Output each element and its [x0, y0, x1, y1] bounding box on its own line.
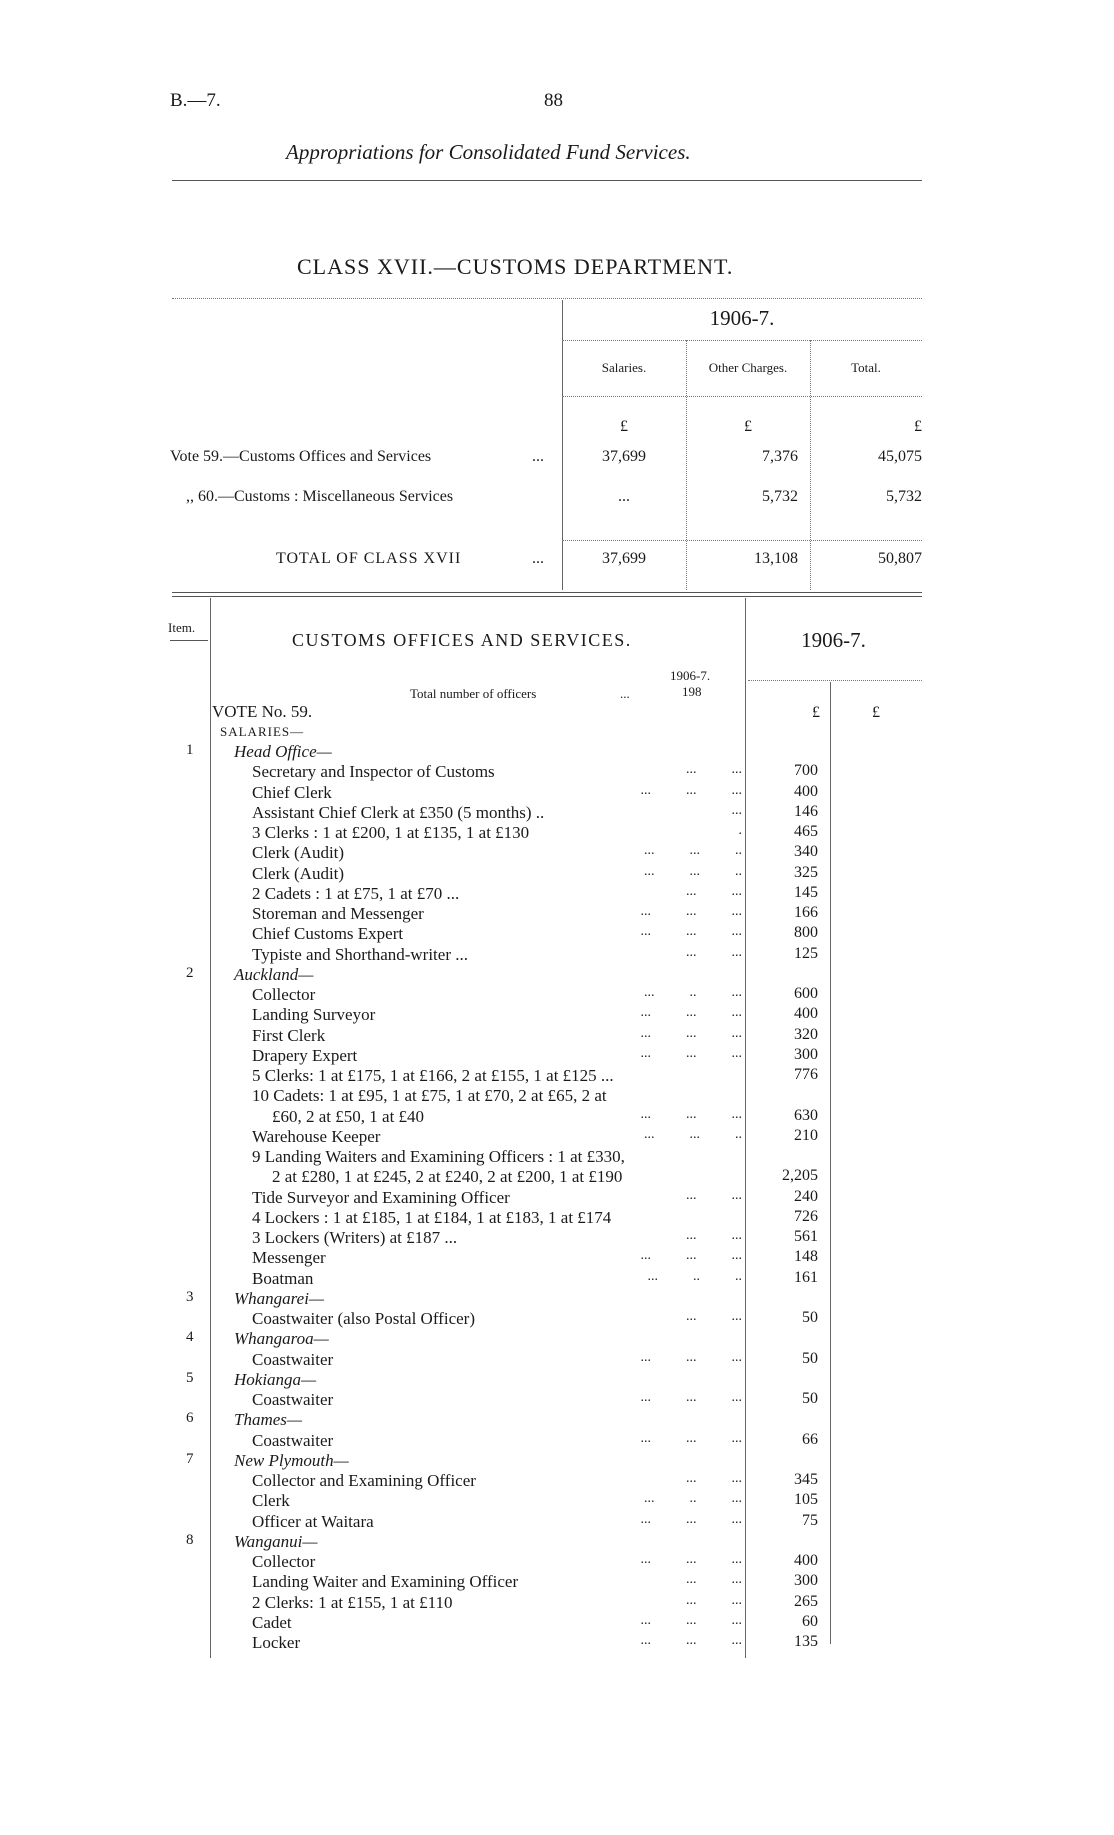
line-description: Tide Surveyor and Examining Officer	[252, 1187, 510, 1207]
leader-dots: ... ...	[686, 1592, 742, 1608]
line-description: 2 Cadets : 1 at £75, 1 at £70 ...	[252, 883, 460, 903]
line-amount: 75	[802, 1511, 818, 1529]
line-amount: 146	[794, 802, 818, 820]
header-rule	[172, 180, 922, 181]
line-amount: 50	[802, 1390, 818, 1407]
leader-dots: ... ... ...	[640, 782, 742, 798]
summary-year: 1906-7.	[709, 306, 775, 330]
salary-line	[0, 1066, 1114, 1086]
line-amount: 135	[794, 1633, 818, 1650]
salary-line	[0, 1005, 1114, 1025]
line-description: Landing Waiter and Examining Officer	[252, 1572, 519, 1592]
leader-dots: ... ... ...	[640, 1390, 742, 1405]
line-description: 5 Clerks: 1 at £175, 1 at £166, 2 at £155, 1 at £125 ...	[252, 1066, 614, 1085]
line-amount: 400	[794, 782, 818, 800]
currency-salaries: £	[620, 418, 628, 435]
line-amount: 148	[794, 1248, 818, 1266]
line-amount: 630	[794, 1106, 818, 1124]
line-description: 4 Lockers : 1 at £185, 1 at £184, 1 at £183, 1 at £174	[252, 1207, 612, 1227]
line-amount: 166	[794, 904, 818, 921]
salary-line	[0, 904, 1114, 924]
summary-row-total: 45,075	[878, 448, 922, 465]
leader-dots: ... ... ...	[640, 1511, 742, 1527]
leader-dots: ... .. ...	[644, 985, 742, 1000]
summary-divider	[562, 300, 563, 590]
salary-line	[0, 1512, 1114, 1532]
officers-dots: ...	[620, 686, 630, 701]
place-name: Whangaroa—	[234, 1329, 329, 1349]
line-amount: 105	[794, 1491, 818, 1509]
salary-line	[0, 1248, 1114, 1268]
leader-dots: ... ... ..	[644, 843, 742, 859]
salaries-label: SALARIES—	[220, 724, 305, 739]
currency-total: £	[914, 418, 922, 435]
line-amount: 700	[794, 762, 818, 780]
total-salaries: 37,699	[602, 550, 646, 567]
place-heading-row	[0, 742, 1114, 762]
detail-year-rule	[748, 680, 922, 681]
line-description: 2 Clerks: 1 at £155, 1 at £110	[252, 1592, 453, 1612]
total-dots: ...	[532, 550, 544, 567]
detail-year: 1906-7.	[801, 628, 866, 652]
line-description: Storeman and Messenger	[252, 904, 424, 923]
salary-line	[0, 884, 1114, 904]
line-description: Cadet	[252, 1612, 292, 1632]
leader-dots: ... ...	[686, 1471, 742, 1486]
line-description: Messenger	[252, 1248, 326, 1268]
salary-line	[0, 1026, 1114, 1046]
line-description: 3 Clerks : 1 at £200, 1 at £135, 1 at £130	[252, 823, 530, 842]
line-amount: 66	[802, 1430, 818, 1448]
line-description: Locker	[252, 1633, 301, 1652]
salary-line	[0, 1046, 1114, 1066]
item-number: 2	[186, 964, 194, 981]
item-number: 4	[186, 1329, 194, 1346]
leader-dots: ... ... ...	[640, 1005, 742, 1021]
line-amount: 60	[802, 1612, 818, 1630]
leader-dots: ... ... ...	[640, 1612, 742, 1628]
line-amount: 465	[794, 823, 818, 840]
salary-line	[0, 1633, 1114, 1653]
salary-line	[0, 1613, 1114, 1633]
line-amount: 561	[794, 1228, 818, 1245]
line-description: Chief Customs Expert	[252, 924, 404, 944]
currency-other: £	[744, 418, 752, 435]
line-amount: 340	[794, 843, 818, 861]
line-amount: 145	[794, 883, 818, 901]
line-description: Coastwaiter (also Postal Officer)	[252, 1309, 475, 1328]
line-amount: 300	[794, 1045, 818, 1063]
leader-dots: ... ... ...	[640, 904, 742, 919]
line-description: 2 at £280, 1 at £245, 2 at £240, 2 at £200, 1 at £190	[272, 1167, 623, 1187]
line-description: Coastwaiter	[252, 1349, 334, 1369]
line-amount: 320	[794, 1025, 818, 1043]
line-description: £60, 2 at £50, 1 at £40	[272, 1106, 425, 1126]
section-double-rule-1	[172, 592, 922, 593]
summary-row-label: ,, 60.—Customs : Miscellaneous Services	[186, 488, 454, 505]
summary-row-salaries: 37,699	[602, 448, 646, 465]
leader-dots: ... ... ..	[644, 863, 742, 879]
salary-line	[0, 945, 1114, 965]
summary-row-salaries: ...	[618, 488, 630, 505]
salary-line	[0, 1107, 1114, 1127]
place-name: New Plymouth—	[234, 1450, 349, 1470]
salary-line	[0, 1390, 1114, 1410]
salary-line	[0, 1167, 1114, 1187]
item-number: 3	[186, 1288, 194, 1305]
place-name: Thames—	[234, 1410, 303, 1430]
salary-line	[0, 985, 1114, 1005]
salary-line	[0, 803, 1114, 823]
place-heading-row	[0, 1370, 1114, 1390]
summary-row-other: 5,732	[762, 488, 798, 505]
salary-line	[0, 1572, 1114, 1592]
leader-dots: ... ... ...	[640, 1430, 742, 1446]
line-description: Coastwaiter	[252, 1390, 334, 1409]
line-amount: 161	[794, 1268, 818, 1286]
line-description: Typiste and Shorthand-writer ...	[252, 944, 468, 964]
leader-dots: ... ... ..	[644, 1126, 742, 1142]
place-heading-row	[0, 1410, 1114, 1430]
leader-dots: ... ... ...	[640, 1025, 742, 1041]
leader-dots: ... ...	[686, 1187, 742, 1203]
summary-top-rule	[172, 298, 922, 299]
currency-col-2: £	[872, 704, 880, 721]
line-description: Clerk (Audit)	[252, 843, 345, 863]
leader-dots: ... ... ...	[640, 1106, 742, 1122]
leader-dots: ... ... ...	[640, 1349, 742, 1365]
salary-line	[0, 1269, 1114, 1289]
line-amount: 325	[794, 863, 818, 881]
summary-total-rule	[562, 540, 922, 541]
line-amount: 300	[794, 1572, 818, 1590]
officers-year: 1906-7.	[670, 668, 711, 683]
salary-line	[0, 924, 1114, 944]
salary-line	[0, 1309, 1114, 1329]
line-amount: 800	[794, 924, 818, 942]
summary-row-other: 7,376	[762, 448, 798, 465]
salary-line	[0, 1491, 1114, 1511]
line-description: Boatman	[252, 1268, 314, 1288]
line-amount: 210	[794, 1126, 818, 1144]
place-name: Hokianga—	[234, 1369, 317, 1389]
line-amount: 265	[794, 1592, 818, 1610]
line-amount: 50	[802, 1309, 818, 1326]
line-description: Warehouse Keeper	[252, 1126, 381, 1146]
salary-line	[0, 1147, 1114, 1167]
document-ref: B.—7.	[170, 90, 221, 111]
line-description: Officer at Waitara	[252, 1511, 374, 1531]
place-name: Wanganui—	[234, 1531, 318, 1551]
col-salaries: Salaries.	[601, 360, 647, 375]
place-name: Head Office—	[234, 742, 332, 761]
summary-year-rule	[562, 340, 922, 341]
line-amount: 345	[794, 1471, 818, 1488]
page-subtitle: Appropriations for Consolidated Fund Services.	[286, 140, 691, 164]
line-amount: 2,205	[782, 1167, 818, 1185]
summary-row-total: 5,732	[886, 488, 922, 505]
section-double-rule-2	[172, 596, 922, 597]
line-description: 10 Cadets: 1 at £95, 1 at £75, 1 at £70, 2 at £65, 2 at	[252, 1086, 607, 1106]
salary-line	[0, 1228, 1114, 1248]
salary-line	[0, 823, 1114, 843]
line-amount: 776	[794, 1066, 818, 1083]
leader-dots: ... ...	[686, 1228, 742, 1243]
salary-line	[0, 864, 1114, 884]
place-heading-row	[0, 1289, 1114, 1309]
total-total: 50,807	[878, 550, 922, 567]
place-heading-row	[0, 965, 1114, 985]
line-description: Secretary and Inspector of Customs	[252, 762, 495, 782]
line-amount: 600	[794, 985, 818, 1002]
line-amount: 400	[794, 1552, 818, 1569]
salary-line	[0, 1593, 1114, 1613]
leader-dots: ...	[731, 802, 742, 818]
salary-line	[0, 1208, 1114, 1228]
leader-dots: ... ...	[686, 1309, 742, 1324]
leader-dots: ... ... ...	[640, 924, 742, 940]
line-description: Landing Surveyor	[252, 1005, 376, 1025]
salary-line	[0, 762, 1114, 782]
officers-count: 198	[682, 684, 702, 699]
line-description: Drapery Expert	[252, 1045, 358, 1065]
line-description: Collector	[252, 985, 316, 1004]
item-number: 1	[186, 742, 194, 758]
place-name: Auckland—	[234, 964, 314, 984]
item-number: 5	[186, 1369, 194, 1386]
class-title: CLASS XVII.—CUSTOMS DEPARTMENT.	[297, 254, 734, 279]
line-description: Clerk	[252, 1491, 290, 1511]
place-name: Whangarei—	[234, 1288, 325, 1308]
salary-line	[0, 1086, 1114, 1106]
summary-row-dots: ...	[532, 448, 544, 465]
salary-line	[0, 1188, 1114, 1208]
leader-dots: ... ...	[686, 944, 742, 960]
line-description: Coastwaiter	[252, 1430, 334, 1450]
total-label: TOTAL OF CLASS XVII	[276, 550, 462, 567]
summary-header-rule	[562, 396, 922, 397]
officers-label: Total number of officers	[410, 686, 537, 701]
line-description: First Clerk	[252, 1025, 326, 1045]
item-number: 6	[186, 1410, 194, 1427]
place-heading-row	[0, 1329, 1114, 1349]
leader-dots: ... ...	[686, 1572, 742, 1588]
line-amount: 726	[794, 1207, 818, 1225]
leader-dots: ... .. ...	[644, 1491, 742, 1507]
line-description: Collector	[252, 1552, 316, 1571]
line-amount: 125	[794, 944, 818, 962]
leader-dots: ... ... ...	[640, 1633, 742, 1648]
col-total: Total.	[851, 360, 881, 375]
salary-line	[0, 1350, 1114, 1370]
salary-line	[0, 1127, 1114, 1147]
line-amount: 400	[794, 1005, 818, 1023]
salary-line	[0, 1552, 1114, 1572]
line-description: Collector and Examining Officer	[252, 1471, 476, 1490]
line-description: Chief Clerk	[252, 782, 332, 802]
place-heading-row	[0, 1451, 1114, 1471]
leader-dots: ... ...	[686, 762, 742, 778]
line-description: Clerk (Audit)	[252, 863, 345, 883]
leader-dots: ... ... ...	[640, 1248, 742, 1264]
line-amount: 240	[794, 1187, 818, 1205]
currency-col-1: £	[812, 704, 820, 721]
leader-dots: ... ...	[686, 883, 742, 899]
section-title: CUSTOMS OFFICES AND SERVICES.	[292, 630, 632, 650]
page-number: 88	[544, 90, 563, 111]
leader-dots: ... .. ..	[647, 1268, 742, 1284]
place-heading-row	[0, 1532, 1114, 1552]
salary-line	[0, 1471, 1114, 1491]
line-description: 9 Landing Waiters and Examining Officers : 1 at £330,	[252, 1147, 625, 1166]
leader-dots: ... ... ...	[640, 1045, 742, 1061]
line-description: 3 Lockers (Writers) at £187 ...	[252, 1228, 458, 1247]
item-header: Item.	[168, 620, 196, 635]
total-other: 13,108	[754, 550, 798, 567]
line-description: Assistant Chief Clerk at £350 (5 months) ..	[252, 802, 545, 822]
item-number: 8	[186, 1531, 194, 1548]
vote-label: VOTE No. 59.	[212, 702, 313, 721]
col-other-charges: Other Charges.	[708, 360, 788, 375]
item-number: 7	[186, 1450, 194, 1467]
salary-line	[0, 783, 1114, 803]
item-header-rule	[170, 640, 208, 641]
leader-dots: .	[738, 823, 742, 838]
leader-dots: ... ... ...	[640, 1552, 742, 1567]
salary-line	[0, 843, 1114, 863]
line-amount: 50	[802, 1349, 818, 1367]
summary-row-label: Vote 59.—Customs Offices and Services	[170, 448, 432, 465]
salary-line	[0, 1431, 1114, 1451]
